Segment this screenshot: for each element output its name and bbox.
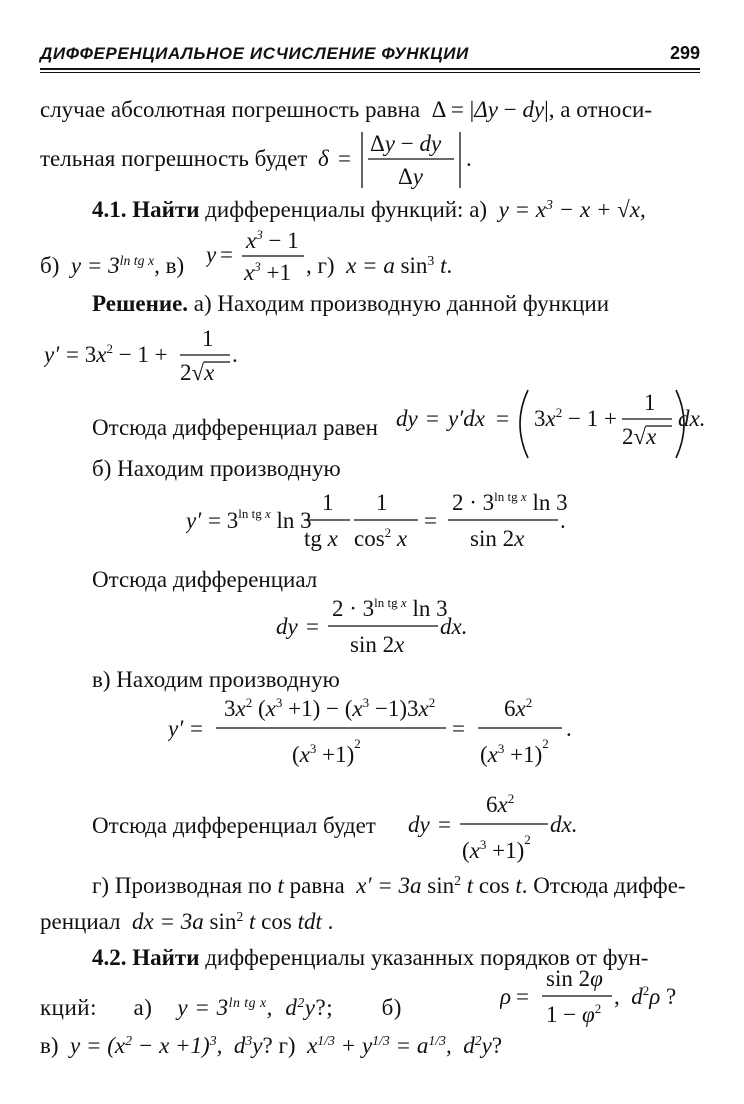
diff-v-text bbox=[92, 814, 376, 837]
find-derivative-v bbox=[92, 668, 340, 691]
text-span: равна bbox=[289, 873, 345, 898]
svg-text:dx.: dx. bbox=[678, 406, 706, 431]
item-label: б) bbox=[381, 995, 402, 1020]
item-g-derivative: г) Производная по t равна x′ = 3a $\sin^2 t$ cos t. Отсюда диффе- bbox=[92, 873, 686, 898]
svg-text:sin 2x: sin 2x bbox=[470, 526, 525, 551]
problem-number: 4.1. bbox=[92, 197, 127, 222]
text-span: Отсюда дифференциал bbox=[92, 567, 318, 592]
text-span: случае абсолютная погрешность равна bbox=[40, 97, 421, 122]
svg-text:sin 2φ: sin 2φ bbox=[546, 968, 603, 991]
item-label: г) bbox=[278, 1033, 296, 1058]
svg-text:.: . bbox=[560, 508, 566, 533]
formula-derivative-v bbox=[168, 692, 588, 776]
formula-diff-b bbox=[276, 596, 496, 664]
svg-text:=: = bbox=[426, 406, 439, 431]
svg-text:.: . bbox=[232, 342, 238, 367]
svg-text:3x2 (x3 +1) − (x3 −1)3x2: $3x^2$ $(x^3 +1) - (x^3 -1)3x^2$ bbox=[224, 695, 436, 721]
page-number: 299 bbox=[669, 43, 700, 63]
svg-text:(x3 +1)2: $(x^3 +1)^2$ bbox=[292, 736, 361, 767]
formula-diff-v bbox=[408, 790, 588, 874]
text-span: t bbox=[277, 873, 284, 898]
svg-text:Δy: Δy bbox=[398, 164, 424, 189]
problem-number: 4.2. bbox=[92, 945, 127, 970]
svg-text:=: = bbox=[306, 614, 319, 639]
svg-text:(x3 +1)2: $(x^3 +1)^2$ bbox=[462, 832, 531, 863]
text-span: ренциал bbox=[40, 909, 121, 934]
svg-text:x3 − 1: $x^3 - 1$ bbox=[246, 227, 299, 253]
svg-text:ρ: ρ bbox=[500, 984, 512, 1009]
svg-text:y: y bbox=[206, 242, 217, 267]
running-header bbox=[40, 34, 700, 70]
formula-diff-a bbox=[396, 384, 706, 464]
text-span: дифференциалы функций: а) bbox=[205, 197, 488, 222]
item-label: г) bbox=[317, 253, 335, 278]
formula-derivative-b bbox=[186, 490, 586, 558]
svg-text:δ: δ bbox=[318, 146, 329, 171]
svg-text:1: 1 bbox=[644, 390, 656, 415]
item-label: а) bbox=[133, 995, 153, 1020]
header-rule bbox=[40, 72, 700, 73]
problem-4-2 bbox=[92, 946, 648, 969]
text-span: Отсюда дифференциал будет bbox=[92, 813, 376, 838]
text-span: а) Находим производную данной функции bbox=[193, 291, 610, 316]
text-span: , а относи- bbox=[548, 97, 653, 122]
text-span: дифференциалы указанных порядков от фун- bbox=[205, 945, 649, 970]
text-line-1 bbox=[40, 98, 652, 121]
svg-text:=: = bbox=[516, 984, 529, 1009]
problem-4-1 bbox=[92, 198, 646, 221]
solution-line bbox=[92, 292, 609, 315]
formula-v bbox=[206, 226, 306, 292]
svg-text:6x2: $6x^2$ bbox=[486, 791, 515, 817]
svg-text:3x2 − 1 +: $3x^2 - 1$ + bbox=[534, 405, 617, 431]
svg-text:=: = bbox=[190, 716, 203, 741]
formula-42b bbox=[500, 968, 700, 1034]
svg-text:sin 2x: sin 2x bbox=[350, 632, 405, 657]
text-line-2 bbox=[40, 147, 307, 170]
svg-text:1: 1 bbox=[322, 490, 334, 515]
svg-text:1: 1 bbox=[376, 490, 388, 515]
svg-text:y′: y′ bbox=[44, 342, 60, 367]
svg-text:=: = bbox=[338, 146, 351, 171]
svg-text:2 · 3ln tg x ln 3: $2 \cdot 3^{ln tg}$ x ln 3 bbox=[332, 596, 448, 621]
item-label: в) bbox=[40, 1033, 59, 1058]
formula-derivative-a bbox=[44, 324, 254, 388]
diff-b-text bbox=[92, 568, 317, 591]
text-span: б) Находим производную bbox=[92, 456, 341, 481]
problem-4-1-items: б) $y = 3^{ln tg x}$, в) bbox=[40, 253, 185, 278]
svg-text:=: = bbox=[438, 812, 451, 837]
svg-text:x3 +1: $x^3 +1$ bbox=[244, 259, 291, 285]
svg-text:= 3ln tg x ln 3: = $3^{ln tg}$ x ln 3 bbox=[208, 506, 312, 533]
item-g: , г) x = a $\sin^3 t$. bbox=[306, 253, 453, 278]
svg-text:Δy − dy: Δy − dy bbox=[370, 131, 442, 156]
text-span: кций: bbox=[40, 995, 97, 1020]
svg-text:2√x: 2√x bbox=[622, 424, 657, 449]
find-derivative-b bbox=[92, 457, 341, 480]
formula-abs-error: Δ = |Δy − dy| bbox=[425, 97, 549, 122]
svg-text:1 − φ2: $1 - \varphi^2$ bbox=[546, 1001, 602, 1027]
svg-text:6x2: $6x^2$ bbox=[504, 695, 533, 721]
svg-text:.: . bbox=[566, 716, 572, 741]
svg-text:cos2 x: $\cos^2 x$ bbox=[354, 525, 408, 551]
svg-text:y′: y′ bbox=[168, 716, 184, 741]
svg-text:tg x: tg x bbox=[304, 526, 338, 551]
problem-4-2-items-b: в) $y = (x^2 - x +1)^3$, $d^3y$? г) $x^{1/3} + y^{1/3} = a^{1/3}$, $d^2y$? bbox=[40, 1033, 503, 1058]
text-span: . Отсюда диффе- bbox=[521, 873, 686, 898]
text-span: тельная погрешность будет bbox=[40, 146, 308, 171]
header-title: ДИФФЕРЕНЦИАЛЬНОЕ ИСЧИСЛЕНИЕ ФУНКЦИИ bbox=[40, 44, 469, 63]
problem-keyword: Найти bbox=[132, 197, 200, 222]
problem-keyword: Найти bbox=[132, 945, 200, 970]
svg-text:=: = bbox=[496, 406, 509, 431]
item-g-differential: ренциал dx = 3a $\sin^2 t$ cos tdt . bbox=[40, 909, 334, 934]
item-label: б) bbox=[40, 253, 60, 278]
text-span: в) Находим производную bbox=[92, 667, 340, 692]
formula-rel-error bbox=[318, 126, 478, 192]
svg-text:=: = bbox=[452, 716, 465, 741]
svg-text:=: = bbox=[424, 508, 437, 533]
svg-text:y′: y′ bbox=[186, 508, 202, 533]
text-span: г) Производная по bbox=[92, 873, 272, 898]
svg-text:(x3 +1)2: $(x^3 +1)^2$ bbox=[480, 736, 549, 767]
item-label: в) bbox=[165, 253, 185, 278]
svg-text:, d2ρ ?: , $d^2\rho$ ? bbox=[614, 983, 677, 1009]
problem-4-2-items-a: кций: а) $y = 3^{ln tg x}$, $d^2y$?; б) bbox=[40, 995, 402, 1020]
svg-text:.: . bbox=[466, 146, 472, 171]
svg-text:2√x: 2√x bbox=[180, 360, 215, 385]
svg-text:dx.: dx. bbox=[440, 614, 468, 639]
svg-text:dy: dy bbox=[276, 614, 298, 639]
svg-text:dy: dy bbox=[408, 812, 430, 837]
svg-text:2 · 3ln tg x ln 3: $2 \cdot 3^{ln tg}$ x ln 3 bbox=[452, 490, 568, 515]
diff-a-text bbox=[92, 416, 378, 439]
svg-text:dx.: dx. bbox=[550, 812, 578, 837]
svg-text:= 3x2 − 1 +: = $3x^2 - 1$ + bbox=[66, 341, 168, 367]
solution-keyword: Решение. bbox=[92, 291, 189, 316]
formula-a: $y = x^3 - x + √x$, bbox=[492, 197, 646, 222]
svg-text:=: = bbox=[220, 242, 233, 267]
svg-text:y′dx: y′dx bbox=[448, 406, 485, 431]
svg-text:1: 1 bbox=[202, 326, 214, 351]
text-span: Отсюда дифференциал равен bbox=[92, 415, 378, 440]
svg-text:dy: dy bbox=[396, 406, 418, 431]
